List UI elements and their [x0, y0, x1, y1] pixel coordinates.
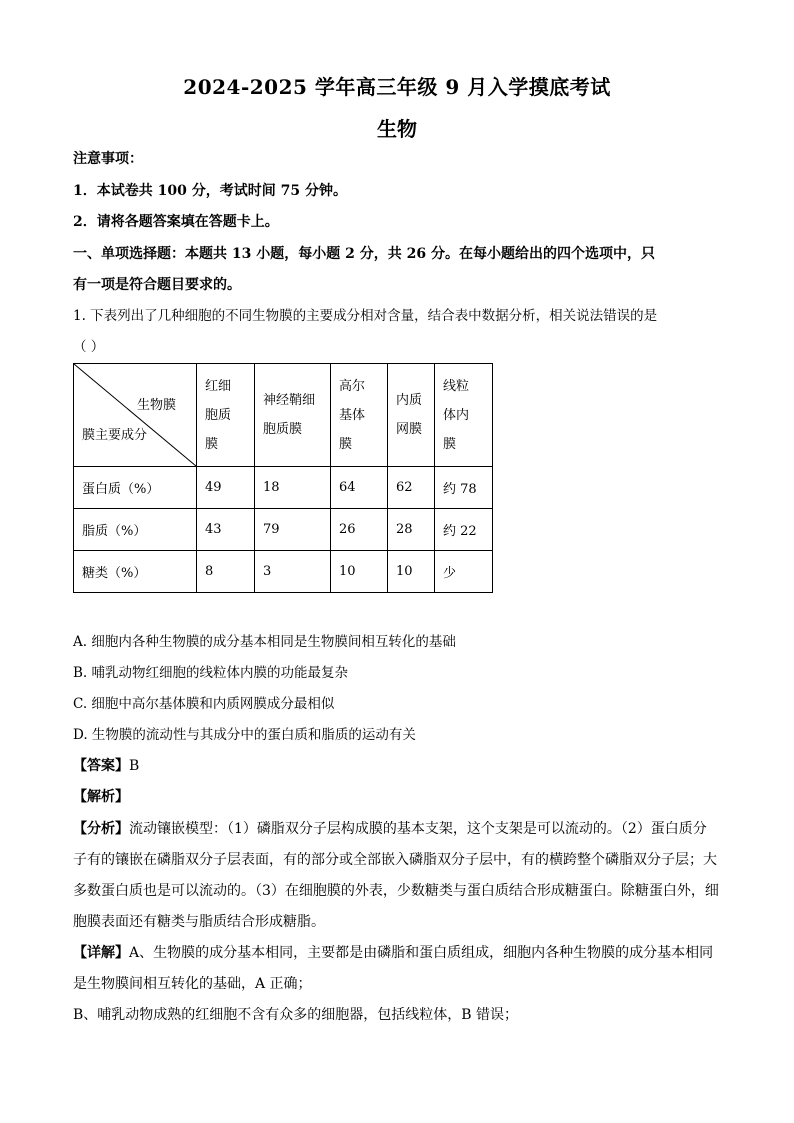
corner-top-label: 生物膜 [136, 398, 176, 413]
option-b: B. 哺乳动物红细胞的线粒体内膜的功能最复杂 [73, 665, 349, 681]
detail-line-3: B、哺乳动物成熟的红细胞不含有众多的细胞器，包括线粒体，B 错误； [73, 1007, 519, 1023]
table-cell: 64 [339, 480, 356, 495]
table-corner-cell [74, 364, 197, 467]
col-header-line: 神经鞘细 [263, 393, 316, 408]
col-header-line: 膜 [339, 436, 353, 452]
table-cell: 79 [263, 522, 280, 537]
table-cell: 28 [396, 522, 413, 537]
table-row [74, 509, 493, 551]
col-header-line: 体内 [443, 407, 470, 423]
section-heading-line1: 一、单项选择题：本题共 13 小题，每小题 2 分，共 26 分。在每小题给出的四个选项中，只 [73, 246, 655, 262]
col-header-line: 胞质 [205, 407, 232, 423]
answer-value: B [129, 758, 140, 774]
table-cell: 18 [263, 480, 280, 495]
table-cell: 8 [205, 564, 214, 579]
col-header-line: 高尔 [339, 378, 366, 394]
col-header-line: 红细 [205, 378, 232, 394]
answer-line [73, 757, 723, 775]
column-header-golgi [331, 364, 388, 467]
membrane-composition-table [73, 363, 493, 593]
table-cell: 3 [263, 564, 272, 579]
section-heading-line2: 有一项是符合题目要求的。 [73, 277, 241, 293]
analysis-line-2: 子有的镶嵌在磷脂双分子层表面，有的部分或全部嵌入磷脂双分子层中，有的横跨整个磷脂双分子层；大 [73, 852, 717, 868]
table-cell: 26 [339, 522, 356, 537]
analysis-line-4: 胞膜表面还有糖类与脂质结合形成糖脂。 [73, 914, 325, 930]
table-cell: 49 [205, 480, 222, 495]
diagonal-line [74, 364, 196, 466]
fenxi-label: 【分析】 [73, 821, 129, 837]
subject-title: 生物 [377, 117, 417, 141]
detail-paragraph [73, 938, 723, 1031]
exam-title: 2024-2025 学年高三年级 9 月入学摸底考试 [183, 75, 611, 99]
row-label: 脂质（%） [82, 524, 147, 539]
option-c: C. 细胞中高尔基体膜和内质网膜成分最相似 [73, 696, 335, 712]
col-header-line: 基体 [339, 407, 366, 423]
option-d: D. 生物膜的流动性与其成分中的蛋白质和脂质的运动有关 [73, 727, 416, 743]
table-cell: 62 [396, 480, 413, 495]
analysis-paragraph [73, 814, 723, 938]
analysis-label: 【解析】 [73, 789, 129, 805]
analysis-text: 流动镶嵌模型：（1）磷脂双分子层构成膜的基本支架，这个支架是可以流动的。（2）蛋白质分 [129, 821, 707, 837]
analysis-line-3: 多数蛋白质也是可以流动的。（3）在细胞膜的外表，少数糖类与蛋白质结合形成糖蛋白。除糖蛋白外，细 [73, 883, 719, 899]
table-header-row [74, 364, 493, 467]
notice-item-2: 2．请将各题答案填在答题卡上。 [73, 214, 279, 230]
column-header-nerve-sheath [255, 364, 331, 467]
question-stem-line2: （ ） [73, 339, 105, 355]
column-header-mitochondria [435, 364, 493, 467]
detail-line-2: 是生物膜间相互转化的基础，A 正确； [73, 976, 312, 992]
table-cell: 约 78 [443, 482, 477, 497]
col-header-line: 胞质膜 [263, 422, 303, 437]
table-cell: 10 [396, 564, 413, 579]
column-header-red-cell [197, 364, 255, 467]
col-header-line: 线粒 [443, 378, 470, 394]
table-cell: 约 22 [443, 524, 477, 539]
col-header-line: 网膜 [396, 422, 423, 437]
question-stem-line1: 1. 下表列出了几种细胞的不同生物膜的主要成分相对含量，结合表中数据分析，相关说法错误的是 [73, 308, 658, 324]
col-header-line: 内质 [396, 393, 423, 408]
table-cell: 少 [443, 566, 457, 581]
detail-line-1 [73, 938, 723, 969]
table-row [74, 467, 493, 509]
answer-label: 【答案】 [73, 758, 129, 774]
column-header-er [388, 364, 435, 467]
col-header-line: 膜 [205, 436, 219, 452]
corner-bottom-label: 膜主要成分 [82, 428, 148, 443]
xiangjie-label: 【详解】 [73, 945, 129, 961]
col-header-line: 膜 [443, 436, 457, 452]
table-row [74, 551, 493, 593]
table-cell: 10 [339, 564, 356, 579]
notice-heading: 注意事项： [73, 151, 143, 167]
notice-item-1: 1．本试卷共 100 分，考试时间 75 分钟。 [73, 183, 347, 199]
detail-text: A、生物膜的成分基本相同，主要都是由磷脂和蛋白质组成，细胞内各种生物膜的成分基本相同 [129, 945, 714, 961]
analysis-line-1 [73, 814, 723, 845]
option-a: A. 细胞内各种生物膜的成分基本相同是生物膜间相互转化的基础 [73, 634, 456, 650]
row-label: 蛋白质（%） [82, 482, 160, 497]
row-label: 糖类（%） [82, 566, 147, 581]
table-cell: 43 [205, 522, 222, 537]
